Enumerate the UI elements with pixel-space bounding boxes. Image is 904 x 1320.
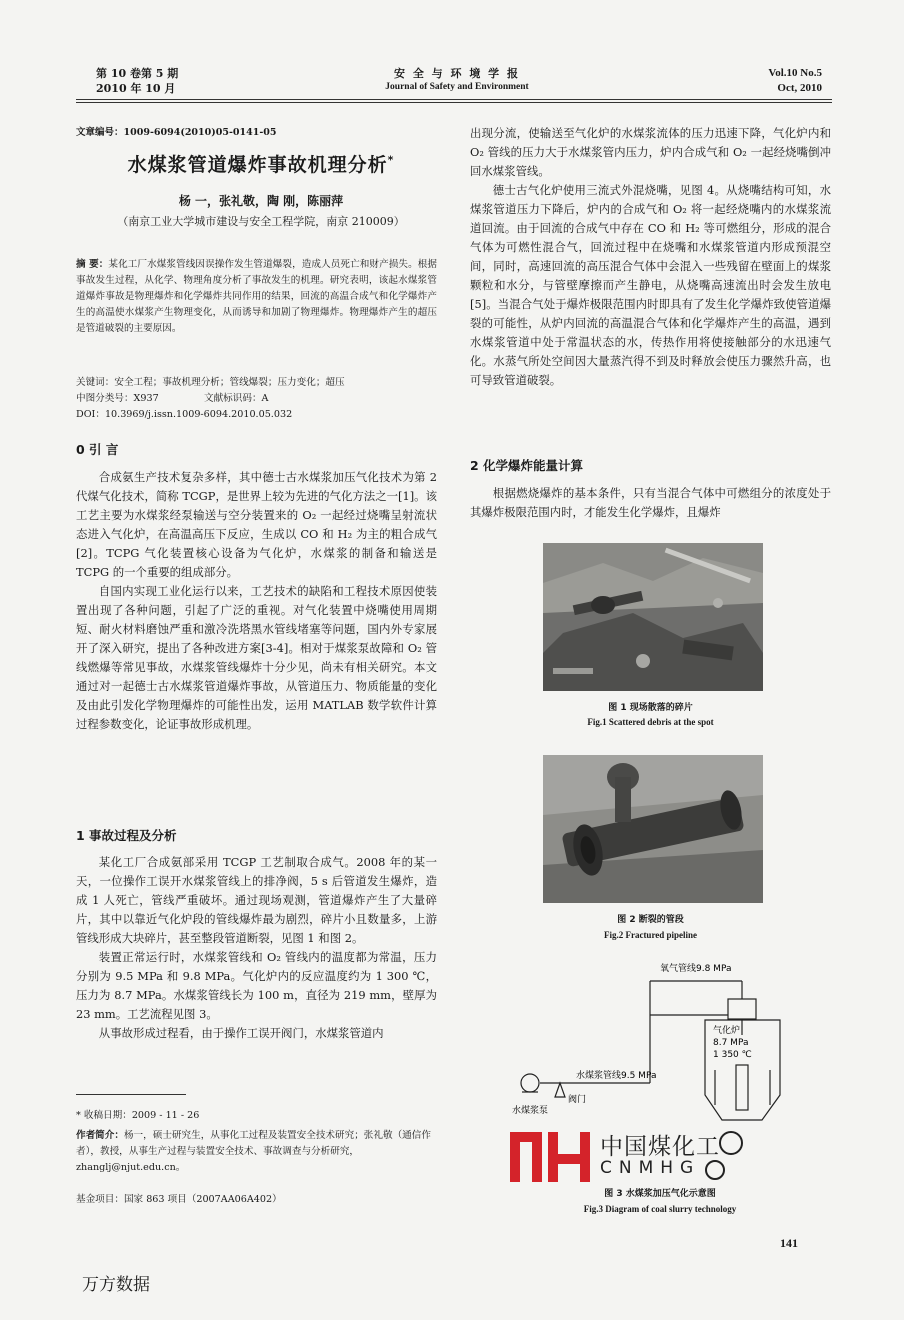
burner bbox=[728, 999, 756, 1019]
header-volume: Vol.10 No.5 bbox=[768, 67, 822, 79]
watermark-cn: 中国煤化工 bbox=[600, 1134, 720, 1160]
gasifier-temperature: 1 350 ℃ bbox=[713, 1050, 752, 1060]
watermark-circle-icon-2 bbox=[705, 1160, 725, 1180]
debris-photo-illustration bbox=[543, 543, 763, 691]
pump-label: 水煤浆泵 bbox=[512, 1106, 549, 1116]
clc-number: 中图分类号：X937 bbox=[76, 393, 159, 404]
footnote-author bbox=[76, 1128, 437, 1176]
abstract-label: 摘 要： bbox=[76, 259, 109, 270]
fig1-caption-cn: 图 1 现场散落的碎片 bbox=[608, 703, 693, 713]
footnote-rule bbox=[76, 1094, 186, 1095]
footnote-author-text: 杨一，硕士研究生，从事化工过程及装置安全技术研究；张礼敬（通信作者），教授，从事生产过程与装置安全技术、事故调查与分析研究，zhanglj@njut.edu.cn。 bbox=[76, 1130, 431, 1173]
cnmhg-logo-icon bbox=[508, 1128, 594, 1186]
title-footnote-mark: * bbox=[387, 153, 395, 167]
fig3-caption-cn: 图 3 水煤浆加压气化示意图 bbox=[604, 1189, 716, 1199]
gasifier-label: 气化炉 bbox=[713, 1026, 741, 1036]
right-column-text bbox=[470, 124, 831, 390]
right-para-2: 德士古气化炉使用三流式外混烧嘴，见图 4。从烧嘴结构可知，水煤浆管道压力下降后，炉内的合成气和 O₂ 将一起经烧嘴内的水煤浆流道回流。由于回流的合成气中存在 CO 和 H₂ 等可燃组分，形成的混合气体为可燃性混合气，回流过程中在烧嘴和水煤浆管道内形成预混空间，同时，高速回流的高压混合气体中会混入一些残留在壁面上的煤浆颗粒和水分，与管壁摩擦而产生静电，从烧嘴高速流出时会发生放电[5]。当混合气处于爆炸极限范围内时即具有了发生化学爆炸致使管道爆裂的可能性，从炉内回流的高温混合气体和化学爆炸产生的高温，遇到水煤浆管道中处于常温状态的水，传热作用将使接触部分的水迅速气化。水蒸气所处空间因大量蒸汽得不到及时释放会使压力骤然升高，也可导致管道破裂。 bbox=[470, 183, 831, 387]
section-2-heading: 2 化学爆炸能量计算 bbox=[470, 458, 584, 473]
intro-para-1: 合成氨生产技术复杂多样，其中德士古水煤浆加压气化技术为第 2 代煤气化技术，简称 TCGP，是世界上较为先进的气化方法之一[1]。该工艺主要为水煤浆经泵输送与空分装置来的 O₂ 一起经过烧嘴呈射流状态进入气化炉，在高温高压下反应，生成以 CO 和 H₂ 为主的粗合成气[2]。TCPG 气化装置核心设备为气化炉，水煤浆的制备和输送是 TCPG 的一个重要的组成部分。 bbox=[76, 470, 437, 579]
header-issue: 第 10 卷第 5 期 bbox=[96, 67, 179, 80]
right-para-3: 根据燃烧爆炸的基本条件，只有当混合气体中可燃组分的浓度处于其爆炸极限范围内时，才能发生化学爆炸，且爆炸 bbox=[470, 486, 831, 519]
header-date: 2010 年 10 月 bbox=[96, 82, 176, 95]
intro-para-2: 自国内实现工业化运行以来，工艺技术的缺陷和工程技术原因使装置出现了各种问题，引起了广泛的重视。对气化装置中烧嘴使用周期短、耐火材料磨蚀严重和激冷洗塔黑水管线堵塞等问题，国内外专家展开了深入研究，提出了各种改进方案[3-4]。相对于煤浆泵故障和 O₂ 管线燃爆等常见事故，水煤浆管线爆炸十分少见，尚未有相关研究。本文通过对一起德士古水煤浆管道爆炸事故，从管道压力、物质能量的变化及由此引发化学物理爆炸的可能性出发，运用 MATLAB 数学软件计算过程参数变化，论证事故形成机理。 bbox=[76, 584, 437, 731]
fig2-caption-en: Fig.2 Fractured pipeline bbox=[603, 930, 698, 940]
oxygen-line-label: 氧气管线9.8 MPa bbox=[660, 964, 732, 974]
fig1-caption-en: Fig.1 Scattered debris at the spot bbox=[587, 717, 714, 727]
process-para-2: 装置正常运行时，水煤浆管线和 O₂ 管线内的温度都为常温，压力分别为 9.5 MPa 和 9.8 MPa。气化炉内的反应温度约为 1 300 ℃，压力为 8.7 MPa。水煤浆管线长为 100 m，直径为 219 mm，壁厚为 23 mm。工艺流程见图 3。 bbox=[76, 950, 437, 1021]
abstract bbox=[76, 257, 437, 337]
right-para-1: 出现分流，使输送至气化炉的水煤浆流体的压力迅速下降，气化炉内和 O₂ 管线的压力大于水煤浆管内压力，炉内合成气和 O₂ 一起经烧嘴倒冲回水煤浆管线。 bbox=[470, 126, 831, 178]
paper-title-text: 水煤浆管道爆炸事故机理分析 bbox=[127, 154, 388, 176]
paper-title bbox=[76, 150, 446, 177]
header-rule-2 bbox=[76, 102, 832, 103]
fig2-photo bbox=[543, 755, 763, 903]
valve-label: 阀门 bbox=[568, 1095, 587, 1105]
doi: DOI：10.3969/j.issn.1009-6094.2010.05.032 bbox=[76, 409, 293, 420]
watermark-en: CNMHG bbox=[600, 1158, 701, 1178]
footnote-author-label: 作者简介： bbox=[76, 1130, 124, 1141]
keywords: 关键词：安全工程；事故机理分析；管线爆裂；压力变化；超压 bbox=[76, 377, 345, 388]
watermark-logo bbox=[508, 1128, 594, 1186]
process-para-3: 从事故形成过程看，由于操作工误开阀门，水煤浆管道内 bbox=[98, 1026, 384, 1040]
header-journal-en: Journal of Safety and Environment bbox=[385, 82, 529, 92]
fig2-caption-cn: 图 2 断裂的管段 bbox=[617, 915, 684, 925]
header-rule bbox=[76, 99, 832, 100]
pump-symbol bbox=[521, 1074, 539, 1092]
footnote-fund: 基金项目：国家 863 项目（2007AA06A402） bbox=[76, 1194, 282, 1205]
header-journal-cn: 安 全 与 环 境 学 报 bbox=[394, 67, 520, 80]
section-1-heading: 1 事故过程及分析 bbox=[76, 828, 177, 843]
source-label: 万方数据 bbox=[82, 1275, 150, 1295]
document-code: 文献标识码：A bbox=[204, 393, 269, 404]
fig3-caption-en: Fig.3 Diagram of coal slurry technology bbox=[583, 1204, 737, 1214]
pipeline-photo-illustration bbox=[543, 755, 763, 903]
page-number: 141 bbox=[780, 1236, 798, 1250]
article-number: 文章编号：1009-6094(2010)05-0141-05 bbox=[76, 127, 277, 138]
section-0-heading: 0 引 言 bbox=[76, 442, 119, 457]
slurry-line-label: 水煤浆管线9.5 MPa bbox=[576, 1071, 657, 1081]
fig3-diagram bbox=[500, 955, 800, 1135]
process-para-1: 某化工厂合成氨部采用 TCGP 工艺制取合成气。2008 年的某一天，一位操作工误开水煤浆管线上的排净阀，5 s 后管道发生爆炸，造成 1 人死亡，管线严重破坏。通过现场观测，管道爆炸产生了大量碎片，其中以靠近气化炉段的管线爆炸最为剧烈，碎片小且数量多，上游管线形成大块碎片，甚至整段管道断裂，见图 1 和图 2。 bbox=[76, 855, 437, 945]
fig1-photo bbox=[543, 543, 763, 691]
watermark-circle-icon bbox=[719, 1131, 743, 1155]
affiliation: （南京工业大学城市建设与安全工程学院，南京 210009） bbox=[117, 215, 405, 228]
valve-symbol bbox=[555, 1083, 565, 1097]
header-date-en: Oct, 2010 bbox=[777, 82, 822, 94]
gasifier-core bbox=[736, 1065, 748, 1110]
section-2-text bbox=[470, 484, 831, 522]
footnote-received: * 收稿日期：2009 - 11 - 26 bbox=[76, 1110, 200, 1121]
gasifier-pressure: 8.7 MPa bbox=[713, 1038, 749, 1048]
section-1-text bbox=[76, 853, 437, 1043]
abstract-text: 某化工厂水煤浆管线因误操作发生管道爆裂，造成人员死亡和财产损失。根据事故发生过程，从化学、物理角度分析了事故发生的机理。研究表明，该起水煤浆管道爆炸事故是物理爆炸和化学爆炸共同作用的结果，回流的高温合成气和化学爆炸产生的高温使水煤浆产生物理变化，从而诱导和加剧了物理爆炸。物理爆炸产生的超压是管道破裂的主要原因。 bbox=[76, 259, 438, 334]
authors: 杨 一，张礼敬，陶 刚，陈丽萍 bbox=[178, 194, 344, 208]
intro-text bbox=[76, 468, 437, 734]
